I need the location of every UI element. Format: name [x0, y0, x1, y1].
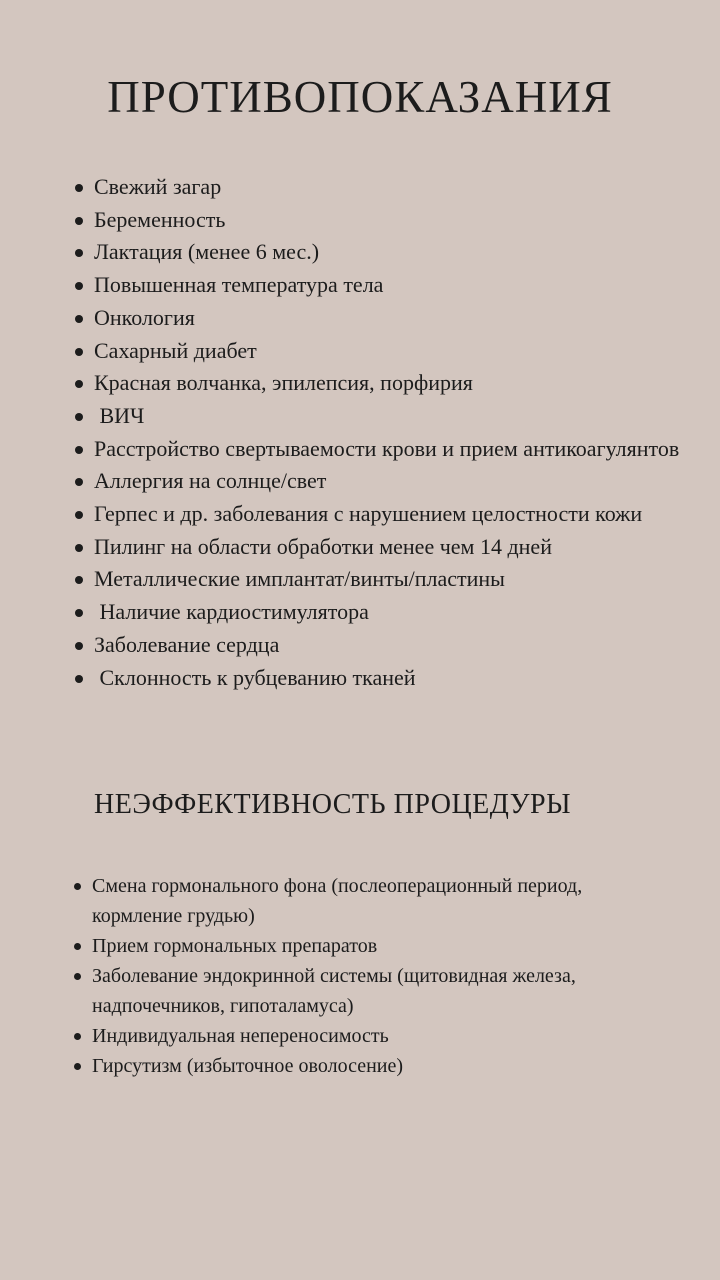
list-item: ВИЧ: [0, 400, 720, 433]
list-item: Гирсутизм (избыточное оволосение): [0, 1051, 720, 1081]
ineffectiveness-title: НЕЭФФЕКТИВНОСТЬ ПРОЦЕДУРЫ: [94, 789, 572, 820]
contraindications-list: [0, 171, 720, 694]
list-item: Красная волчанка, эпилепсия, порфирия: [0, 367, 720, 400]
contraindications-title: ПРОТИВОПОКАЗАНИЯ: [107, 72, 613, 122]
list-item: Заболевание сердца: [0, 629, 720, 662]
list-item: Индивидуальная непереносимость: [0, 1021, 720, 1051]
list-item: Беременность: [0, 204, 720, 237]
list-item: Аллергия на солнце/свет: [0, 465, 720, 498]
list-item: Повышенная температура тела: [0, 269, 720, 302]
ineffectiveness-list: [0, 871, 720, 1081]
list-item: Сахарный диабет: [0, 335, 720, 368]
list-item: Лактация (менее 6 мес.): [0, 236, 720, 269]
list-item: Наличие кардиостимулятора: [0, 596, 720, 629]
list-item: Свежий загар: [0, 171, 720, 204]
list-item: Склонность к рубцеванию тканей: [0, 662, 720, 695]
list-item: Пилинг на области обработки менее чем 14 дней: [0, 531, 720, 564]
list-item: Прием гормональных препаратов: [0, 931, 720, 961]
list-item: Герпес и др. заболевания с нарушением целостности кожи: [0, 498, 720, 531]
list-item: Смена гормонального фона (послеоперационный период, кормление грудью): [0, 871, 720, 931]
list-item: Онкология: [0, 302, 720, 335]
list-item: Металлические имплантат/винты/пластины: [0, 563, 720, 596]
list-item: Заболевание эндокринной системы (щитовидная железа, надпочечников, гипоталамуса): [0, 961, 720, 1021]
list-item: Расстройство свертываемости крови и прием антикоагулянтов: [0, 433, 720, 466]
